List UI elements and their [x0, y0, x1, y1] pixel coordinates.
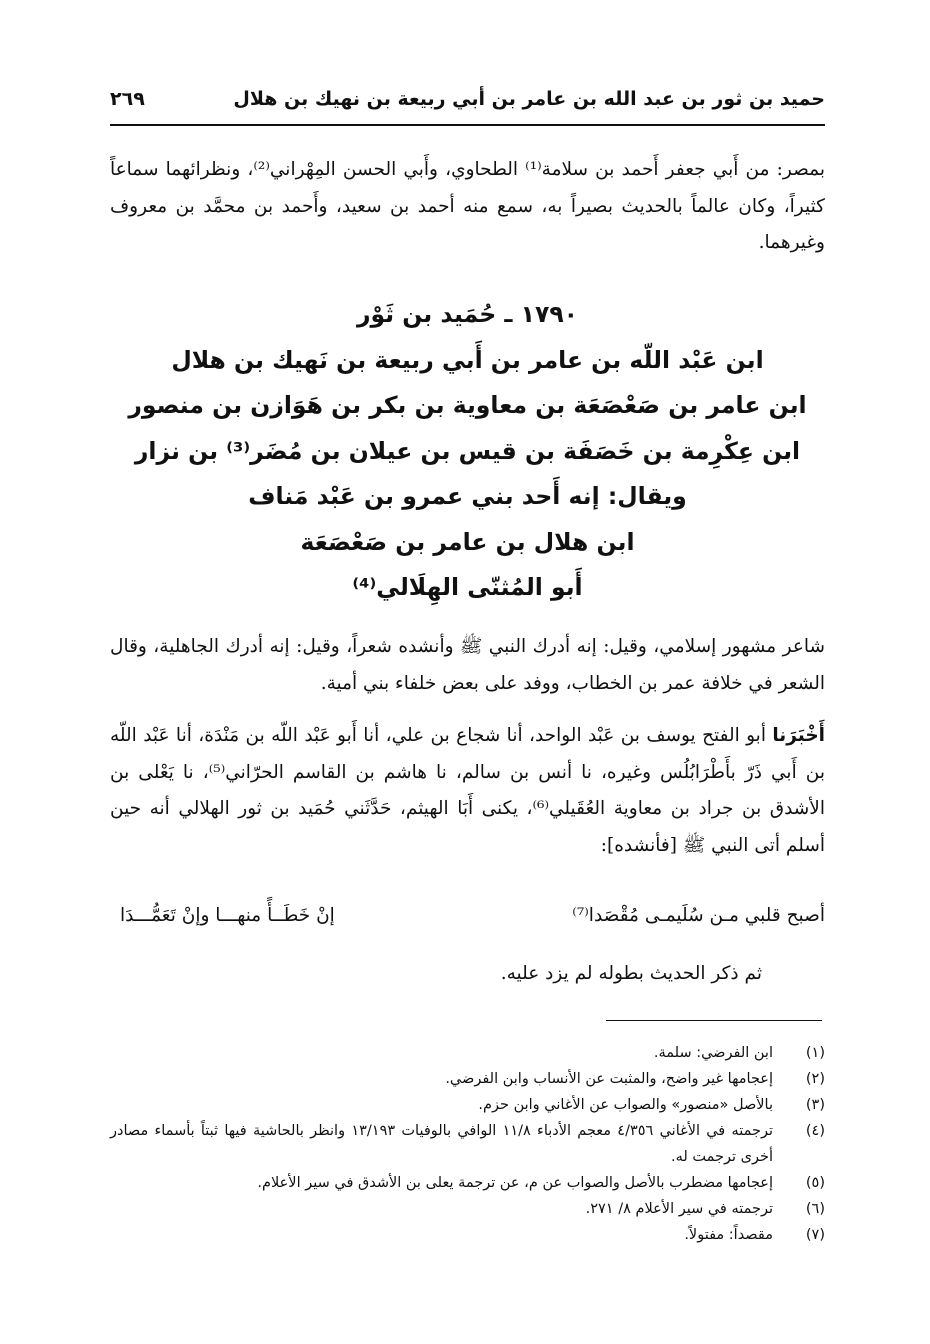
footnote-text: إعجامها مضطرب بالأصل والصواب عن م، عن ترجمة يعلى بن الأشدق في سير الأعلام.: [257, 1175, 773, 1191]
kunya-line: أَبو المُثنّى الهِلَالي⁽⁴⁾: [352, 573, 583, 601]
verse-second-hemistich: إنْ خَطَــأً منهـــا وإنْ تَعَمُّـــدَا: [120, 905, 335, 926]
footnote-text: ابن الفرضي: سلمة.: [653, 1045, 773, 1061]
footnote-text: ترجمته في الأغاني ٤/٣٥٦ معجم الأدباء ١١/٨ الوافي بالوفيات ١٣/١٩٣ وانظر بالحاشية فيها ثبتاً بأسماء مصادر أخرى ترجمت له.: [110, 1123, 773, 1165]
footnote: [110, 1170, 825, 1196]
footnote: [110, 1118, 825, 1170]
footnote-number: (٤): [805, 1123, 825, 1139]
footnotes: [110, 1040, 825, 1248]
footnote-number: (٢): [805, 1071, 825, 1087]
entry-title: ١٧٩٠ ـ حُمَيد بن ثَوْر: [356, 300, 579, 328]
footnote: [110, 1092, 825, 1118]
entry-heading: [110, 292, 825, 611]
lineage-line: ابن عامر بن صَعْصَعَة بن معاوية بن بكر بن هَوَازن بن منصور: [128, 391, 807, 419]
footnote-number: (٧): [805, 1227, 825, 1243]
footnote: [110, 1222, 825, 1248]
footnote: [110, 1040, 825, 1066]
poem-verse: [110, 898, 825, 934]
footnote: [110, 1066, 825, 1092]
footnote: [110, 1196, 825, 1222]
hadith-paragraph: [110, 718, 825, 864]
footnote-text: مقصداً: مفتولاً.: [684, 1227, 773, 1243]
lineage-line: ابن هلال بن عامر بن صَعْصَعَة: [300, 527, 635, 556]
footnote-number: (٦): [805, 1201, 825, 1217]
biography-paragraph: شاعر مشهور إسلامي، وقيل: إنه أدرك النبي ﷺ وأنشده شعراً، وقيل: إنه أدرك الجاهلية، وقال الشعر في خلافة عمر بن الخطاب، ووفد على بعض خلفاء بني أمية.: [110, 636, 825, 694]
lineage-line: ويقال: إنه أَحد بني عمرو بن عَبْد مَناف: [248, 482, 687, 510]
hadith-text: أبو الفتح يوسف بن عَبْد الواحد، أنا شجاع بن علي، أنا أَبو عَبْد اللّه بن مَنْدَة، أنا عَبْد اللّه بن أَبي ذَرّ بأَطْرَابُلُس وغيره، نا أنس بن سالم، نا هاشم بن القاسم الحرّاني⁽⁵⁾، نا يَعْلى بن الأشدق بن جراد بن معاوية العُقَيلي⁽⁶⁾، يكنى أَبَا الهيثم، حَدَّثَني حُمَيد بن ثور الهلالي أنه حين أسلم أتى النبي ﷺ [فأنشده]:: [110, 725, 825, 856]
lineage-line: ابن عِكْرِمة بن خَصَفَة بن قيس بن عيلان بن مُضَر⁽³⁾ بن نزار: [134, 436, 801, 465]
footnote-number: (١): [805, 1045, 825, 1061]
hadith-lead-word: أَخْبَرَنا: [772, 725, 825, 746]
footnote-text: إعجامها غير واضح، والمثبت عن الأنساب وابن الفرضي.: [445, 1071, 773, 1087]
verse-first-hemistich: أصبح قلبي مـن سُلَيمـى مُقْصَدا⁽⁷⁾: [572, 905, 825, 926]
running-title: حميد بن ثور بن عبد الله بن عامر بن أبي ربيعة بن نهيك بن هلال: [233, 88, 825, 110]
footnote-separator: [606, 1020, 822, 1021]
intro-paragraph: بمصر: من أَبي جعفر أَحمد بن سلامة⁽¹⁾ الطحاوي، وأَبي الحسن المِهْراني⁽²⁾، ونظرائهما سماعاً كثيراً، وكان عالماً بالحديث بصيراً به، سمع منه أحمد بن سعيد، وأَحمد بن محمَّد بن معروف وغيرهما.: [110, 159, 825, 253]
running-header: [110, 86, 825, 126]
footnote-text: بالأصل «منصور» والصواب عن الأغاني وابن حزم.: [478, 1097, 773, 1113]
footnote-number: (٥): [805, 1175, 825, 1191]
lineage-line: ابن عَبْد اللّه بن عامر بن أَبي ربيعة بن نَهيك بن هلال: [171, 345, 764, 374]
closing-line: ثم ذكر الحديث بطوله لم يزد عليه.: [500, 963, 762, 984]
page-number: ٢٦٩: [110, 88, 145, 110]
footnote-number: (٣): [805, 1097, 825, 1113]
footnote-text: ترجمته في سير الأعلام ٨/ ٢٧١.: [585, 1201, 773, 1217]
